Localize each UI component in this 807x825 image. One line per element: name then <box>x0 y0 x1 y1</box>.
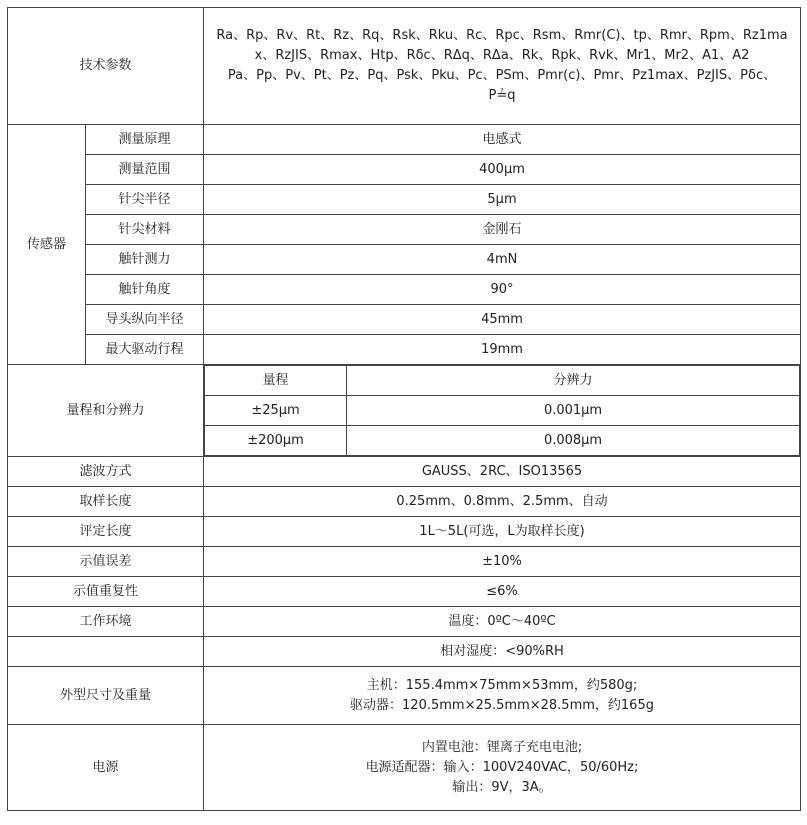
sensor-item-label: 测量原理 <box>86 125 204 155</box>
sensor-item-value: 5μm <box>204 185 801 215</box>
row-eval <box>8 517 801 547</box>
cutoff-value: 0.25mm、0.8mm、2.5mm、自动 <box>204 487 801 517</box>
params-line: x、RzJIS、Rmax、Htp、Rδc、RΔq、RΔa、Rk、Rpk、Rvk、Mr1、Mr2、A1、A2 <box>254 48 750 63</box>
range-header: 量程 <box>205 366 347 396</box>
size-line: 驱动器：120.5mm×25.5mm×28.5mm，约165g <box>350 697 654 713</box>
sensor-item-value: 19mm <box>204 335 801 365</box>
cutoff-label: 取样长度 <box>8 487 204 517</box>
size-label: 外型尺寸及重量 <box>8 667 204 725</box>
sensor-row <box>8 215 801 245</box>
row-filter <box>8 457 801 487</box>
params-line: P≟q <box>488 88 516 103</box>
error-label: 示值误差 <box>8 547 204 577</box>
row-cutoff <box>8 487 801 517</box>
row-power <box>8 725 801 811</box>
resolution-value: 0.001μm <box>347 396 800 426</box>
row-error <box>8 547 801 577</box>
filter-label: 滤波方式 <box>8 457 204 487</box>
power-label: 电源 <box>8 725 204 811</box>
env-label-empty <box>8 637 204 667</box>
sensor-row <box>8 185 801 215</box>
params-line: Ra、Rp、Rv、Rt、Rz、Rq、Rsk、Rku、Rc、Rpc、Rsm、Rmr(C)、tp、Rmr、Rpm、Rz1ma <box>216 28 788 43</box>
repeat-label: 示值重复性 <box>8 577 204 607</box>
error-value: ±10% <box>204 547 801 577</box>
power-line: 输出：9V，3A。 <box>452 779 552 795</box>
sensor-item-label: 针尖半径 <box>86 185 204 215</box>
sensor-item-value: 90° <box>204 275 801 305</box>
params-line: Pa、Pp、Pv、Pt、Pz、Pq、Psk、Pku、Pc、PSm、Pmr(c)、Pmr、Pz1max、PzJIS、Pδc、 <box>227 68 777 83</box>
sensor-item-label: 触针测力 <box>86 245 204 275</box>
sensor-item-label: 最大驱动行程 <box>86 335 204 365</box>
sensor-item-label: 针尖材料 <box>86 215 204 245</box>
power-line: 电源适配器：输入：100V240VAC，50/60Hz; <box>365 759 639 775</box>
row-env-humidity <box>8 637 801 667</box>
filter-value: GAUSS、2RC、ISO13565 <box>204 457 801 487</box>
power-value <box>204 725 801 811</box>
sensor-row <box>8 245 801 275</box>
sensor-row <box>8 155 801 185</box>
eval-value: 1L～5L(可选，L为取样长度) <box>204 517 801 547</box>
params-label: 技术参数 <box>8 8 204 125</box>
power-line: 内置电池：锂离子充电电池; <box>421 739 583 755</box>
sensor-item-value: 400μm <box>204 155 801 185</box>
range-label: 量程和分辨力 <box>8 365 204 457</box>
env-value: 温度：0ºC～40ºC <box>204 607 801 637</box>
sensor-item-value: 4mN <box>204 245 801 275</box>
env-value2: 相对湿度：<90%RH <box>204 637 801 667</box>
sensor-item-value: 45mm <box>204 305 801 335</box>
range-value: ±25μm <box>205 396 347 426</box>
resolution-value: 0.008μm <box>347 426 800 456</box>
sensor-group-label: 传感器 <box>8 125 86 365</box>
env-label: 工作环境 <box>8 607 204 637</box>
row-env <box>8 607 801 637</box>
row-range <box>8 365 801 457</box>
row-size <box>8 667 801 725</box>
range-subtable-cell <box>204 365 801 457</box>
eval-label: 评定长度 <box>8 517 204 547</box>
sensor-item-label: 导头纵向半径 <box>86 305 204 335</box>
sensor-item-value: 金刚石 <box>204 215 801 245</box>
sensor-item-label: 触针角度 <box>86 275 204 305</box>
range-value: ±200μm <box>205 426 347 456</box>
sensor-row <box>8 275 801 305</box>
sensor-row <box>8 335 801 365</box>
size-value <box>204 667 801 725</box>
resolution-header: 分辨力 <box>347 366 800 396</box>
row-repeat <box>8 577 801 607</box>
size-line: 主机：155.4mm×75mm×53mm，约580g; <box>366 677 638 693</box>
sensor-item-value: 电感式 <box>204 125 801 155</box>
sensor-row <box>8 305 801 335</box>
range-subtable <box>204 365 800 456</box>
sensor-row <box>8 125 801 155</box>
repeat-value: ≤6% <box>204 577 801 607</box>
params-value <box>204 8 801 125</box>
row-params <box>8 8 801 125</box>
sensor-item-label: 测量范围 <box>86 155 204 185</box>
spec-table <box>7 7 801 811</box>
